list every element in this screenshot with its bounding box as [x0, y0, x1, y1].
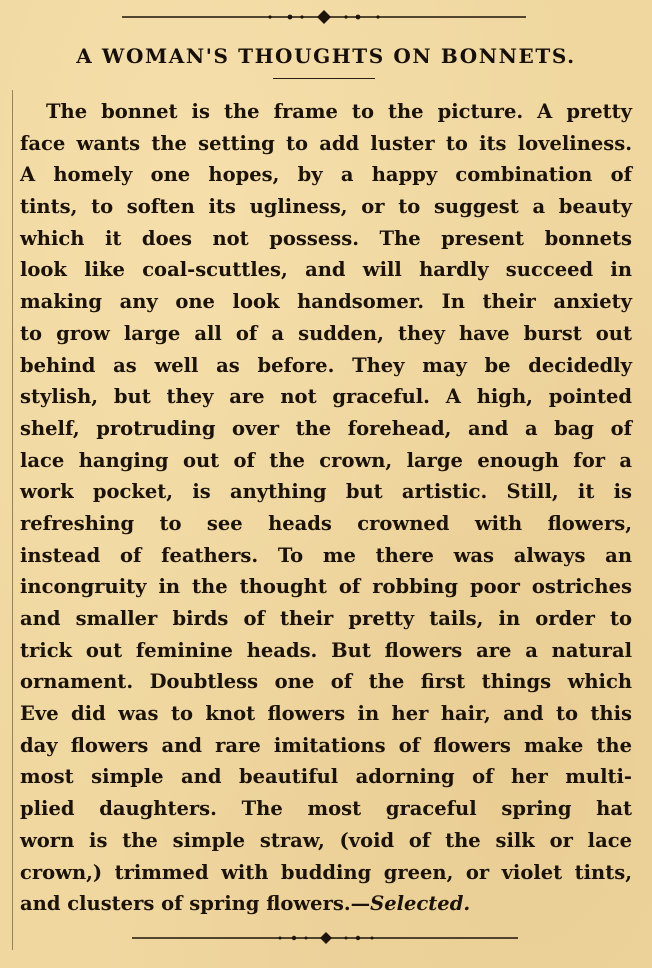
article-body	[20, 96, 632, 920]
text-line: day flowers and rare imitations of flowers make the	[20, 733, 632, 757]
text-line: and smaller birds of their pretty tails, in order to	[20, 607, 632, 630]
text-line: plied daughters. The most graceful spring hat	[20, 797, 632, 821]
article-headline: A WOMAN'S THOUGHTS ON BONNETS.	[76, 44, 576, 68]
text-line: worn is the simple straw, (void of the silk or lace	[20, 828, 632, 852]
column-rule	[12, 90, 13, 950]
text-line: instead of feathers. To me there was always an	[20, 543, 632, 567]
text-line: which it does not possess. The present bonnets	[20, 226, 632, 250]
text-line: behind as well as before. They may be decidedly	[20, 353, 632, 377]
closing-text: and clusters of spring flowers.—	[20, 892, 371, 916]
text-line: face wants the setting to add luster to its loveliness.	[20, 131, 632, 155]
text-line: refreshing to see heads crowned with flowers,	[20, 511, 632, 535]
text-line-final	[20, 888, 632, 920]
text-line: shelf, protruding over the forehead, and a bag of	[20, 416, 632, 440]
text-line: A homely one hopes, by a happy combination of	[20, 163, 632, 187]
text-line: tints, to soften its ugliness, or to suggest a beauty	[20, 195, 632, 219]
headline-underline	[273, 78, 375, 79]
text-line: to grow large all of a sudden, they have burst out	[20, 321, 632, 345]
text-line: Eve did was to knot flowers in her hair, and to this	[20, 702, 632, 726]
signature: Selected.	[370, 892, 471, 916]
text-line: stylish, but they are not graceful. A high, pointed	[20, 385, 632, 409]
bottom-ornament-divider	[0, 928, 652, 948]
text-line: crown,) trimmed with budding green, or violet tints,	[20, 860, 632, 884]
top-ornament-divider	[0, 6, 652, 26]
text-line: work pocket, is anything but artistic. Still, it is	[20, 480, 632, 504]
text-line: trick out feminine heads. But flowers are a natural	[20, 638, 632, 662]
text-line: incongruity in the thought of robbing poor ostriches	[20, 575, 632, 599]
text-line: most simple and beautiful adorning of her multi-	[20, 765, 632, 789]
text-line: making any one look handsomer. In their anxiety	[20, 290, 632, 314]
text-line: The bonnet is the frame to the picture. A pretty	[46, 100, 632, 123]
text-line: ornament. Doubtless one of the first things which	[20, 670, 632, 694]
text-line: lace hanging out of the crown, large enough for a	[20, 448, 632, 472]
text-line: look like coal-scuttles, and will hardly succeed in	[20, 258, 632, 282]
